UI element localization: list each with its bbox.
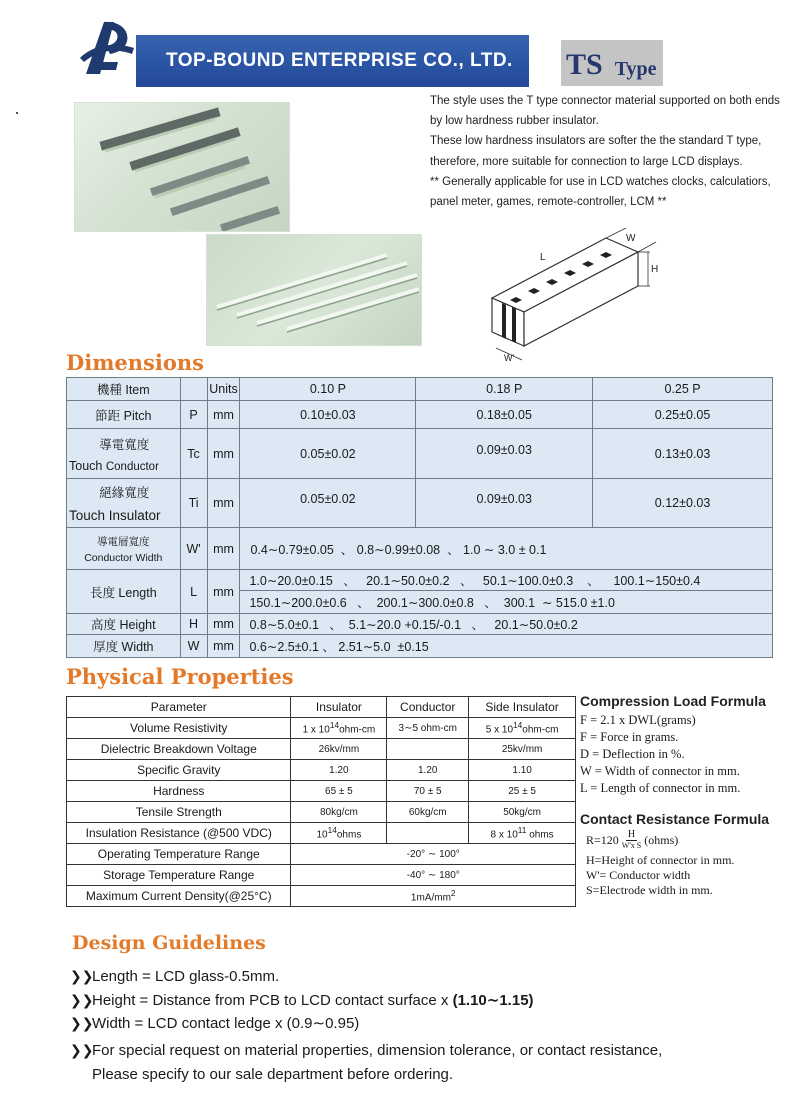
dbv-label: Dielectric Breakdown Voltage bbox=[67, 739, 291, 760]
vr-ins-exp: 14 bbox=[329, 720, 340, 731]
physical-properties-table bbox=[66, 696, 576, 907]
product-photo-bottom bbox=[206, 234, 422, 346]
phys-header-param: Parameter bbox=[67, 697, 291, 718]
vr-cond: 3∼5 ohm-cm bbox=[387, 718, 469, 739]
ir-label: Insulation Resistance (@500 VDC) bbox=[67, 823, 291, 844]
pitch-v1: 0.10±0.03 bbox=[240, 401, 416, 429]
ir-ins-exp: 14 bbox=[327, 825, 337, 836]
dbv-cond bbox=[387, 739, 469, 760]
ti-symbol: Ti bbox=[180, 479, 207, 528]
length-label: 長度 Length bbox=[67, 570, 181, 614]
contact-line-2: W'= Conductor width bbox=[586, 868, 691, 882]
dimensions-title: Dimensions bbox=[66, 350, 204, 375]
sg-label: Specific Gravity bbox=[67, 760, 291, 781]
phys-otr-row bbox=[67, 844, 576, 865]
height-symbol: H bbox=[180, 614, 207, 635]
guideline-special-text: For special request on material properties, dimension tolerance, or contact resistance, bbox=[92, 1041, 663, 1059]
pitch-v2: 0.18±0.05 bbox=[416, 401, 593, 429]
dim-cw-row bbox=[67, 528, 773, 570]
contact-r-pre: R=120 bbox=[586, 833, 619, 847]
diagram-label-w-bottom: W' bbox=[504, 353, 515, 363]
guideline-height-text: Height = Distance from PCB to LCD contact surface x bbox=[92, 991, 453, 1009]
str-value: -40° ∼ 180° bbox=[291, 865, 576, 886]
ti-v2: 0.09±0.03 bbox=[416, 479, 593, 528]
tc-symbol: Tc bbox=[180, 429, 207, 479]
phys-header-cond: Conductor bbox=[387, 697, 469, 718]
product-photo-top bbox=[74, 102, 290, 232]
design-guidelines-title: Design Guidelines bbox=[72, 932, 266, 954]
photo-strips-bottom bbox=[207, 235, 422, 346]
phys-mcd-row bbox=[67, 886, 576, 907]
phys-sg-row bbox=[67, 760, 576, 781]
hardness-label: Hardness bbox=[67, 781, 291, 802]
cw-label-en: Conductor Width bbox=[84, 551, 163, 564]
contact-formula-title: Contact Resistance Formula bbox=[580, 811, 770, 827]
guideline-width bbox=[70, 1012, 790, 1036]
cw-label-cn: 導電層寬度 bbox=[97, 535, 150, 548]
dim-ti-row bbox=[67, 479, 773, 528]
hardness-ins: 65 ± 5 bbox=[291, 781, 387, 802]
sg-side: 1.10 bbox=[469, 760, 576, 781]
contact-formula bbox=[586, 830, 800, 851]
dim-header-col3: 0.25 P bbox=[593, 378, 773, 401]
description-p1: The style uses the T type connector material supported on both ends by low hardness rubber insulator. bbox=[430, 95, 780, 128]
dim-width-row bbox=[67, 635, 773, 658]
product-code: TS bbox=[566, 48, 603, 81]
width-value: 0.6∼2.5±0.1 、 2.51∼5.0 ±0.15 bbox=[240, 635, 773, 658]
width-unit: mm bbox=[207, 635, 240, 658]
cw-symbol: W' bbox=[180, 528, 207, 570]
hardness-side: 25 ± 5 bbox=[469, 781, 576, 802]
mcd-label: Maximum Current Density(@25°C) bbox=[67, 886, 291, 907]
compression-line-3: D = Deflection in %. bbox=[580, 747, 685, 761]
mcd-value-pre: 1mA/mm bbox=[410, 892, 451, 904]
tc-label-cn: 導電寬度 bbox=[99, 437, 150, 452]
ti-label-en: Touch Insulator bbox=[69, 508, 161, 523]
compression-line-2: F = Force in grams. bbox=[580, 730, 679, 744]
arrow-icon: ❯❯ bbox=[70, 1041, 94, 1058]
connector-diagram bbox=[478, 228, 663, 363]
phys-dbv-row bbox=[67, 739, 576, 760]
mcd-value-exp: 2 bbox=[450, 888, 456, 899]
length-unit: mm bbox=[207, 570, 240, 614]
compression-line-4: W = Width of connector in mm. bbox=[580, 764, 740, 778]
phys-vr-row bbox=[67, 718, 576, 739]
pitch-unit: mm bbox=[207, 401, 240, 429]
dim-header-item: 機種 Item bbox=[67, 378, 181, 401]
guideline-special-cont: Please specify to our sale department before ordering. bbox=[92, 1066, 454, 1083]
company-banner bbox=[136, 35, 529, 87]
dimensions-table bbox=[66, 377, 773, 658]
page-dot bbox=[16, 112, 18, 114]
product-description bbox=[430, 91, 790, 212]
ti-label-cn: 絕緣寬度 bbox=[99, 486, 150, 500]
otr-label: Operating Temperature Range bbox=[67, 844, 291, 865]
tc-unit: mm bbox=[207, 429, 240, 479]
ts-ins: 80kg/cm bbox=[291, 802, 387, 823]
description-p3: ** Generally applicable for use in LCD watches clocks, calculatiors, panel meter, games, remote-controller, LCM ** bbox=[430, 175, 771, 209]
ir-side-post: ohms bbox=[526, 829, 554, 841]
width-label: 厚度 Width bbox=[67, 635, 181, 658]
diagram-label-l: L bbox=[540, 252, 546, 263]
length-row1: 1.0∼20.0±0.15 、 20.1∼50.0±0.2 、 50.1∼100.0±0.3 、 100.1∼150±0.4 bbox=[240, 570, 773, 591]
height-label: 高度 Height bbox=[67, 614, 181, 635]
pitch-v3: 0.25±0.05 bbox=[593, 401, 773, 429]
hardness-cond: 70 ± 5 bbox=[387, 781, 469, 802]
vr-ins-pre: 1 x 10 bbox=[302, 724, 330, 736]
dim-header-col1: 0.10 P bbox=[240, 378, 416, 401]
otr-value: -20° ∼ 100° bbox=[291, 844, 576, 865]
ti-unit: mm bbox=[207, 479, 240, 528]
guideline-length-text: Length = LCD glass-0.5mm. bbox=[92, 968, 280, 985]
contact-line-1: H=Height of connector in mm. bbox=[586, 853, 735, 867]
arrow-icon: ❯❯ bbox=[70, 1015, 94, 1031]
ir-side-pre: 8 x 10 bbox=[490, 829, 518, 841]
tc-v3: 0.13±0.03 bbox=[593, 429, 773, 479]
guideline-length bbox=[70, 965, 790, 989]
product-type-badge bbox=[561, 40, 663, 86]
ts-label: Tensile Strength bbox=[67, 802, 291, 823]
photo-strips-top bbox=[75, 103, 290, 232]
guideline-height bbox=[70, 989, 790, 1013]
phys-header-row bbox=[67, 697, 576, 718]
ir-ins-pre: 10 bbox=[316, 829, 328, 841]
phys-ts-row bbox=[67, 802, 576, 823]
company-logo bbox=[74, 14, 138, 86]
compression-line-1: F = 2.1 x DWL(grams) bbox=[580, 713, 696, 727]
compression-formula-title: Compression Load Formula bbox=[580, 693, 766, 709]
height-value: 0.8∼5.0±0.1 、 5.1∼20.0 +0.15/-0.1 、 20.1∼50.0±0.2 bbox=[240, 614, 773, 635]
ts-cond: 60kg/cm bbox=[387, 802, 469, 823]
dim-length-row-1 bbox=[67, 570, 773, 591]
vr-side-pre: 5 x 10 bbox=[485, 724, 514, 736]
contact-numerator: H bbox=[627, 829, 636, 840]
dbv-ins: 26kv/mm bbox=[291, 739, 387, 760]
dim-header-col2: 0.18 P bbox=[416, 378, 593, 401]
dim-height-row bbox=[67, 614, 773, 635]
sg-ins: 1.20 bbox=[291, 760, 387, 781]
arrow-icon: ❯❯ bbox=[70, 968, 94, 984]
formula-panel bbox=[580, 693, 800, 898]
height-unit: mm bbox=[207, 614, 240, 635]
guideline-width-text: Width = LCD contact ledge x (0.9∼0.95) bbox=[92, 1015, 360, 1032]
compression-line-5: L = Length of connector in mm. bbox=[580, 781, 741, 795]
sg-cond: 1.20 bbox=[387, 760, 469, 781]
arrow-icon: ❯❯ bbox=[70, 991, 94, 1008]
ti-v3: 0.12±0.03 bbox=[593, 479, 773, 528]
tc-label-en1: Touch bbox=[69, 458, 103, 473]
tc-label-en2: Conductor bbox=[105, 460, 159, 473]
vr-label: Volume Resistivity bbox=[67, 718, 291, 739]
description-p2: These low hardness insulators are softer the the standard T type, therefore, more suitable for connection to large LCD displays. bbox=[430, 135, 762, 168]
contact-line-3: S=Electrode width in mm. bbox=[586, 883, 713, 897]
dim-pitch-row bbox=[67, 401, 773, 429]
tc-v2: 0.09±0.03 bbox=[416, 429, 593, 479]
physical-properties-title: Physical Properties bbox=[66, 664, 294, 689]
phys-hardness-row bbox=[67, 781, 576, 802]
ti-v1: 0.05±0.02 bbox=[240, 479, 416, 528]
pitch-label: 節距 Pitch bbox=[67, 401, 181, 429]
dim-tc-row bbox=[67, 429, 773, 479]
phys-str-row bbox=[67, 865, 576, 886]
cw-unit: mm bbox=[207, 528, 240, 570]
product-type-word: Type bbox=[614, 58, 657, 80]
str-label: Storage Temperature Range bbox=[67, 865, 291, 886]
width-symbol: W bbox=[180, 635, 207, 658]
guideline-special bbox=[70, 1039, 790, 1063]
dim-header-row bbox=[67, 378, 773, 401]
vr-ins-post: ohm-cm bbox=[339, 724, 376, 736]
phys-ir-row bbox=[67, 823, 576, 844]
diagram-label-h: H bbox=[651, 264, 659, 275]
contact-unit: (ohms) bbox=[644, 833, 679, 847]
company-name: TOP-BOUND ENTERPRISE CO., LTD. bbox=[166, 50, 513, 71]
ir-cond bbox=[387, 823, 469, 844]
design-guidelines bbox=[70, 965, 790, 1087]
length-symbol: L bbox=[180, 570, 207, 614]
contact-fraction bbox=[622, 830, 641, 851]
length-row2: 150.1∼200.0±0.6 、 200.1∼300.0±0.8 、 300.1 ∼ 515.0 ±1.0 bbox=[240, 591, 773, 614]
phys-header-ins: Insulator bbox=[291, 697, 387, 718]
guideline-height-factor: (1.10∼1.15) bbox=[452, 991, 534, 1009]
vr-side-exp: 14 bbox=[513, 720, 523, 731]
ir-side-exp: 11 bbox=[517, 825, 527, 836]
ts-side: 50kg/cm bbox=[469, 802, 576, 823]
tc-v1: 0.05±0.02 bbox=[240, 429, 416, 479]
ir-ins-post: ohms bbox=[336, 829, 362, 841]
dbv-side: 25kv/mm bbox=[469, 739, 576, 760]
cw-value: 0.4∼0.79±0.05 、 0.8∼0.99±0.08 、 1.0 ∼ 3.0 ± 0.1 bbox=[240, 528, 773, 570]
contact-denominator: W'x S bbox=[621, 841, 642, 850]
pitch-symbol: P bbox=[180, 401, 207, 429]
dim-header-units: Units bbox=[207, 378, 240, 401]
vr-side-post: ohm-cm bbox=[522, 724, 559, 736]
phys-header-side: Side Insulator bbox=[469, 697, 576, 718]
diagram-label-w: W bbox=[626, 233, 636, 244]
